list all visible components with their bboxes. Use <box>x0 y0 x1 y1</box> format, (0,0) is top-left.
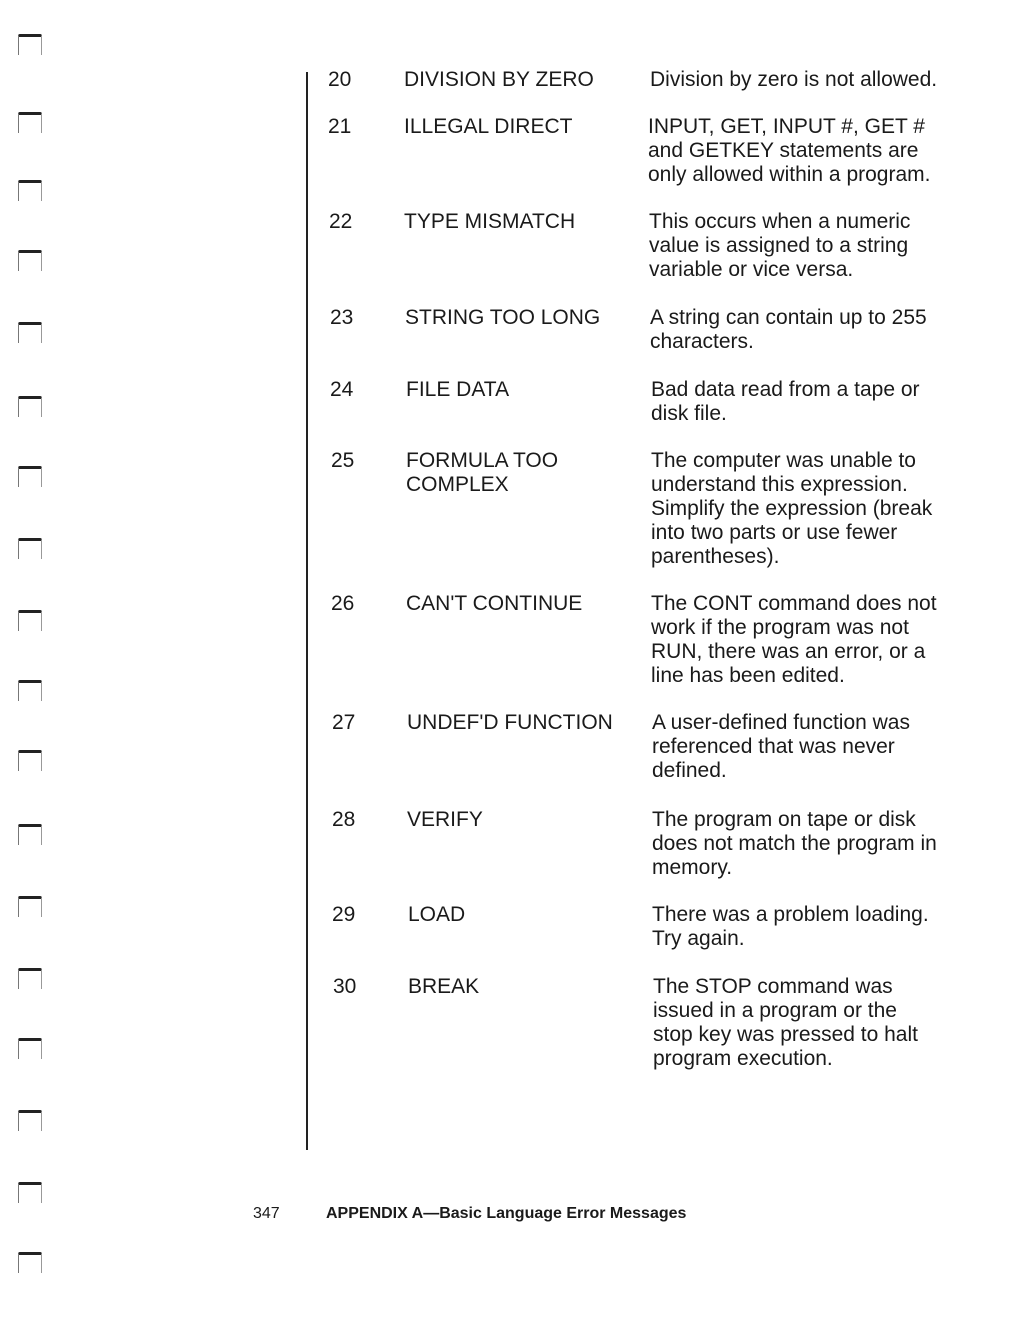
binder-ring <box>18 610 42 631</box>
binder-ring <box>18 396 42 417</box>
error-name: ILLEGAL DIRECT <box>404 115 573 138</box>
binder-ring <box>18 250 42 271</box>
error-name: VERIFY <box>407 808 483 831</box>
error-code: 25 <box>331 449 355 472</box>
error-name: BREAK <box>408 975 480 998</box>
binder-ring <box>18 1038 42 1059</box>
error-description: There was a problem loading. Try again. <box>652 903 929 950</box>
binder-ring <box>18 824 42 845</box>
error-name: FILE DATA <box>406 378 510 401</box>
binder-ring <box>18 322 42 343</box>
binder-ring <box>18 896 42 917</box>
error-description: Bad data read from a tape or disk file. <box>651 378 920 425</box>
error-name: UNDEF'D FUNCTION <box>407 711 613 734</box>
margin-rule <box>306 72 308 1150</box>
binder-holes <box>18 0 58 1325</box>
error-name: STRING TOO LONG <box>405 306 601 329</box>
binder-ring <box>18 34 42 55</box>
error-code: 28 <box>332 808 356 831</box>
error-code: 26 <box>331 592 355 615</box>
error-code: 29 <box>332 903 356 926</box>
error-name: DIVISION BY ZERO <box>404 68 594 91</box>
error-description: The program on tape or disk does not match the program in memory. <box>652 808 937 879</box>
error-description: This occurs when a numeric value is assigned to a string variable or vice versa. <box>649 210 911 281</box>
error-name: FORMULA TOO COMPLEX <box>406 449 559 496</box>
error-code: 27 <box>332 711 356 734</box>
error-name: CAN'T CONTINUE <box>406 592 583 615</box>
error-code: 20 <box>328 68 352 91</box>
error-name: TYPE MISMATCH <box>404 210 576 233</box>
error-name: LOAD <box>408 903 466 926</box>
error-description: INPUT, GET, INPUT #, GET # and GETKEY statements are only allowed within a program. <box>648 115 931 186</box>
binder-ring <box>18 538 42 559</box>
binder-ring <box>18 750 42 771</box>
binder-ring <box>18 180 42 201</box>
binder-ring <box>18 1110 42 1131</box>
error-description: The CONT command does not work if the program was not RUN, there was an error, or a line has been edited. <box>651 592 937 687</box>
error-code: 21 <box>328 115 352 138</box>
binder-ring <box>18 968 42 989</box>
binder-ring <box>18 112 42 133</box>
binder-ring <box>18 680 42 701</box>
error-code: 22 <box>329 210 353 233</box>
error-description: The computer was unable to understand this expression. Simplify the expression (break into two parts or use fewer parentheses). <box>651 449 933 568</box>
error-description: A user-defined function was referenced that was never defined. <box>652 711 910 782</box>
error-description: The STOP command was issued in a program or the stop key was pressed to halt program execution. <box>653 975 918 1070</box>
error-description: A string can contain up to 255 characters. <box>650 306 927 353</box>
footer-title: APPENDIX A—Basic Language Error Messages <box>326 1205 687 1222</box>
binder-ring <box>18 1252 42 1273</box>
error-code: 24 <box>330 378 354 401</box>
page-number: 347 <box>253 1205 280 1222</box>
error-description: Division by zero is not allowed. <box>650 68 938 91</box>
error-code: 30 <box>333 975 357 998</box>
error-code: 23 <box>330 306 354 329</box>
binder-ring <box>18 466 42 487</box>
binder-ring <box>18 1182 42 1203</box>
